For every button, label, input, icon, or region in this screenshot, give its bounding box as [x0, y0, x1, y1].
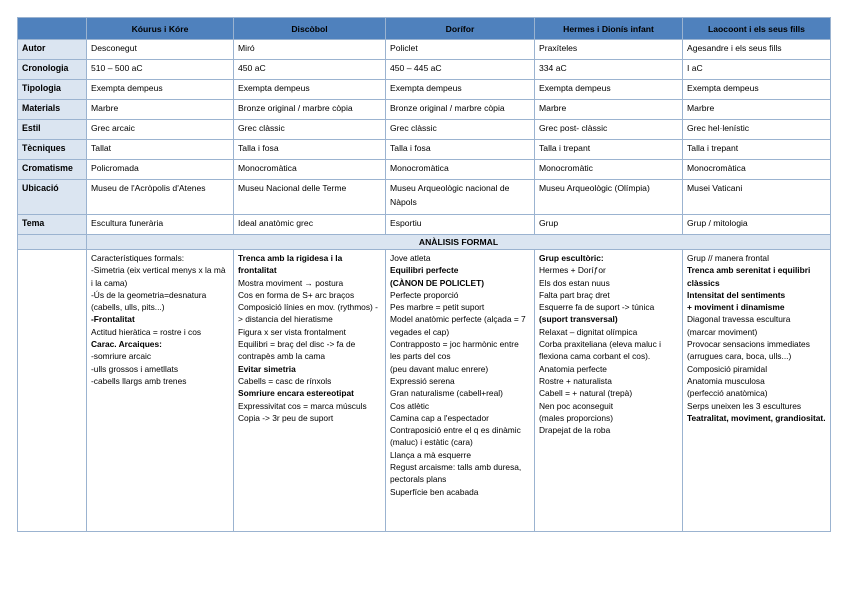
table-cell: Exempta dempeus [386, 80, 535, 100]
formal-line: Actitud hieràtica = rostre i cos [91, 326, 202, 337]
row-label: Cromatisme [18, 160, 87, 180]
header-laocoont: Laocoont i els seus fills [683, 18, 831, 40]
table-row-materials [18, 100, 831, 120]
table-cell: Bronze original / marbre còpia [386, 100, 535, 120]
art-comparison-table [17, 17, 831, 532]
table-cell: Monocromàtica [234, 160, 386, 180]
formal-line: (peu davant maluc enrere) [390, 363, 489, 374]
formal-line: Mostra moviment → postura [238, 277, 344, 288]
table-cell: Grec post- clàssic [535, 120, 683, 140]
formal-line: Diagonal travessa escultura [687, 314, 791, 325]
formal-line: Contraposició entre el q es dinàmic (maluc) i estàtic (cara) [390, 425, 521, 448]
table-cell: Talla i trepant [535, 140, 683, 160]
table-cell: Museu Arqueològic nacional de Nàpols [386, 180, 535, 215]
table-cell: Esportiu [386, 215, 535, 235]
table-cell: 510 – 500 aC [87, 60, 234, 80]
table-cell: Grec hel·lenístic [683, 120, 831, 140]
header-corner [18, 18, 87, 40]
formal-line: Contrapposto = joc harmònic entre les parts del cos [390, 339, 519, 362]
formal-line: Expressió serena [390, 375, 455, 386]
formal-line: Esquerre fa de suport -> túnica [539, 302, 655, 313]
formal-line: Composició piramidal [687, 363, 768, 374]
header-discobol: Discòbol [234, 18, 386, 40]
table-cell: Monocromàtica [683, 160, 831, 180]
table-row-tipologia [18, 80, 831, 100]
formal-line: Cos atlètic [390, 400, 430, 411]
table-cell: Policromada [87, 160, 234, 180]
table-cell: Museu Nacional delle Terme [234, 180, 386, 215]
formal-line: Grup escultòric: [539, 253, 604, 263]
table-cell: Monocromàtica [386, 160, 535, 180]
formal-line: Somriure encara estereotipat [238, 388, 354, 399]
formal-line: Cabells = casc de rínxols [238, 375, 332, 386]
table-cell: Exempta dempeus [87, 80, 234, 100]
formal-cell-kouros [87, 250, 234, 532]
formal-line: Anatomia perfecte [539, 363, 607, 374]
formal-line: Relaxat – dignitat olímpica [539, 326, 638, 337]
formal-line: Cabell = + natural (trepà) [539, 388, 633, 399]
formal-line: Trenca amb serenitat i equilibri clàssics [687, 265, 811, 288]
formal-line: (suport transversal) [539, 314, 618, 325]
formal-line: Provocar sensacions immediates [687, 339, 810, 350]
formal-line: Els dos estan nuus [539, 277, 610, 288]
table-cell: Ideal anatòmic grec [234, 215, 386, 235]
formal-line: Figura x ser vista frontalment [238, 326, 346, 337]
formal-line: Model anatòmic perfecte (alçada = 7 vegades el cap) [390, 314, 526, 337]
formal-line: Llança a mà esquerre [390, 449, 472, 460]
formal-line: -Ús de la geometria=desnatura (cabells, ulls, pits...) [91, 289, 207, 313]
table-cell: Museu de l'Acròpolis d'Atenes [87, 180, 234, 215]
table-header-row [18, 18, 831, 40]
table-cell: Musei Vaticani [683, 180, 831, 215]
formal-line: Equilibri perfecte [390, 265, 459, 276]
formal-line: Drapejat de la roba [539, 425, 611, 436]
row-label: Tema [18, 215, 87, 235]
table-cell: Praxíteles [535, 40, 683, 60]
table-cell: Talla i fosa [386, 140, 535, 160]
header-kouros: Kóurus i Kóre [87, 18, 234, 40]
table-cell: Marbre [535, 100, 683, 120]
formal-analysis-header: ANÀLISIS FORMAL [87, 235, 831, 250]
table-row-cronologia [18, 60, 831, 80]
table-cell: Marbre [683, 100, 831, 120]
formal-line: Intensitat del sentiments [687, 289, 786, 300]
formal-line: Rostre + naturalista [539, 375, 612, 386]
formal-line: Carac. Arcaiques: [91, 339, 162, 350]
formal-cell-laocoont [683, 250, 831, 532]
table-cell: Grup / mitologia [683, 215, 831, 235]
table-cell: Tallat [87, 140, 234, 160]
formal-line: Composició línies en mov. (rythmos) -> distancia del hieratisme [238, 302, 378, 325]
formal-line: (arrugues cara, boca, ulls...) [687, 351, 792, 362]
table-row-tema [18, 215, 831, 235]
table-cell: Policlet [386, 40, 535, 60]
row-label: Autor [18, 40, 87, 60]
formal-line: Jove atleta [390, 253, 431, 263]
table-row-ubicacio [18, 180, 831, 215]
table-cell: Marbre [87, 100, 234, 120]
header-dorifor: Dorífor [386, 18, 535, 40]
formal-line: Gran naturalisme (cabell+real) [390, 388, 503, 399]
formal-line: (perfecció anatòmica) [687, 388, 768, 399]
formal-cell-hermes [535, 250, 683, 532]
formal-line: + moviment i dinamisme [687, 302, 785, 313]
row-label: Estil [18, 120, 87, 140]
formal-cell-dorifor [386, 250, 535, 532]
formal-line: (males proporcions) [539, 412, 614, 423]
table-cell: Exempta dempeus [535, 80, 683, 100]
row-label: Tipologia [18, 80, 87, 100]
table-cell: Desconegut [87, 40, 234, 60]
formal-line: (CÀNON DE POLICLET) [390, 277, 484, 288]
formal-line: (marcar moviment) [687, 326, 758, 337]
table-cell: Exempta dempeus [683, 80, 831, 100]
formal-line: Expressivitat cos = marca músculs [238, 400, 367, 411]
table-cell: Grec arcaic [87, 120, 234, 140]
formal-line: Teatralitat, moviment, grandiositat. [687, 412, 826, 423]
table-row-estil [18, 120, 831, 140]
table-cell: Exempta dempeus [234, 80, 386, 100]
formal-line: Cos en forma de S+ arc braços [238, 289, 355, 300]
table-row-autor [18, 40, 831, 60]
table-cell: Museu Arqueològic (Olímpia) [535, 180, 683, 215]
formal-line: Perfecte proporció [390, 289, 459, 300]
formal-line: Corba praxiteliana (eleva maluc i flexiona cama corbant el cos). [539, 339, 661, 362]
formal-line: -Frontalitat [91, 314, 135, 325]
table-cell: Grec clàssic [386, 120, 535, 140]
table-cell: Escultura funerària [87, 215, 234, 235]
formal-line: Pes marbre = petit suport [390, 302, 485, 313]
row-label: Ubicació [18, 180, 87, 215]
table-cell: Grup [535, 215, 683, 235]
formal-line: -Simetria (eix vertical menys x la mà i la cama) [91, 265, 226, 288]
formal-analysis-row [18, 250, 831, 532]
formal-line: Nen poc aconseguit [539, 400, 614, 411]
formal-line: Evitar simetria [238, 363, 296, 374]
formal-line: Equilibri = braç del disc -> fa de contrapès amb la cama [238, 339, 356, 362]
table-row-tecniques [18, 140, 831, 160]
formal-analysis-header-row [18, 235, 831, 250]
table-cell: Talla i fosa [234, 140, 386, 160]
formal-line: Copia -> 3r peu de suport [238, 412, 334, 423]
header-hermes: Hermes i Dionís infant [535, 18, 683, 40]
formal-line: Serps uneixen les 3 escultures [687, 400, 802, 411]
formal-line: -ulls grossos i ametllats [91, 363, 179, 374]
formal-line: Camina cap a l'espectador [390, 412, 489, 423]
table-cell: Talla i trepant [683, 140, 831, 160]
row-label: Materials [18, 100, 87, 120]
formal-line: Grup // manera frontal [687, 253, 769, 263]
formal-line: Anatomia musculosa [687, 375, 765, 386]
formal-line: Regust arcaisme: talls amb duresa, pectorals plans [390, 462, 522, 485]
table-cell: Monocromàtic [535, 160, 683, 180]
row-label: Cronologia [18, 60, 87, 80]
table-cell: Miró [234, 40, 386, 60]
formal-cell-discobol [234, 250, 386, 532]
row-label: Tècniques [18, 140, 87, 160]
formal-line: -cabells llargs amb trenes [91, 375, 187, 386]
formal-header-blank [18, 235, 87, 250]
table-cell: Grec clàssic [234, 120, 386, 140]
table-cell: 334 aC [535, 60, 683, 80]
formal-line: Hermes + Doríƒor [539, 265, 606, 276]
table-cell: I aC [683, 60, 831, 80]
formal-line: Superfície ben acabada [390, 486, 479, 497]
formal-line: Característiques formals: [91, 253, 185, 263]
table-cell: 450 aC [234, 60, 386, 80]
table-cell: Bronze original / marbre còpia [234, 100, 386, 120]
formal-line: -somriure arcaic [91, 351, 152, 362]
table-row-cromatisme [18, 160, 831, 180]
table-cell: Agesandre i els seus fills [683, 40, 831, 60]
table-cell: 450 – 445 aC [386, 60, 535, 80]
formal-line: Trenca amb la rigidesa i la frontalitat [238, 253, 343, 276]
formal-label-blank [18, 250, 87, 532]
formal-line: Falta part braç dret [539, 289, 610, 300]
